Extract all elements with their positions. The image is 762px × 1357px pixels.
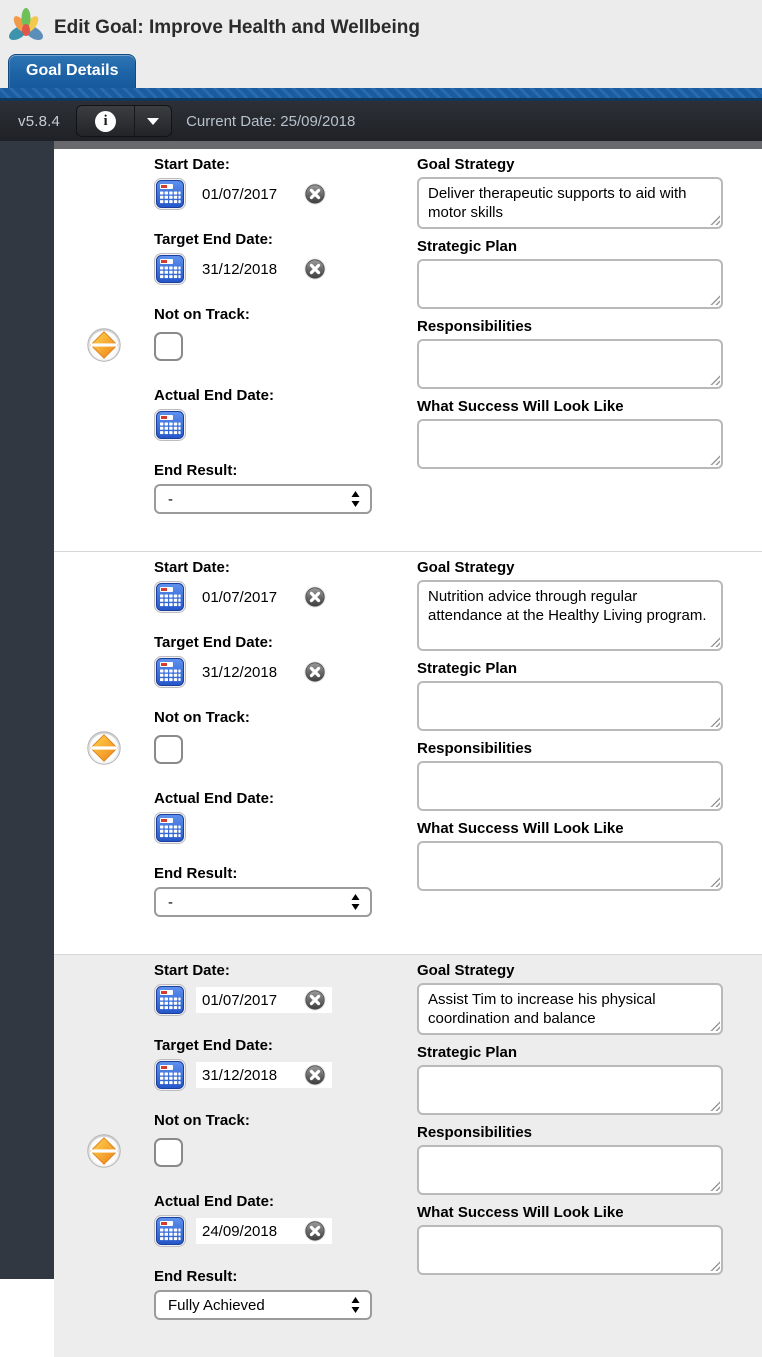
target-end-date-calendar-icon[interactable] bbox=[154, 656, 186, 688]
start-date-field bbox=[196, 584, 332, 610]
start-date-value[interactable]: 01/07/2017 bbox=[202, 588, 278, 606]
version-label: v5.8.4 bbox=[18, 112, 61, 130]
tab-label: Goal Details bbox=[26, 62, 119, 79]
target-end-date-field bbox=[196, 1062, 332, 1088]
panel-top-edge bbox=[54, 141, 762, 149]
responsibilities-textarea[interactable] bbox=[417, 761, 723, 811]
status-toolbar bbox=[0, 101, 762, 141]
success-textarea[interactable] bbox=[417, 1225, 723, 1275]
target-end-date-label: Target End Date: bbox=[154, 1037, 273, 1054]
blue-stripe-bar bbox=[0, 88, 762, 101]
info-button-group bbox=[76, 105, 172, 137]
actual-end-date-value[interactable]: 24/09/2018 bbox=[202, 1222, 278, 1240]
tab-goal-details[interactable] bbox=[8, 54, 136, 88]
goal-strategy-label: Goal Strategy bbox=[417, 559, 515, 576]
start-date-label: Start Date: bbox=[154, 962, 230, 979]
info-button[interactable] bbox=[77, 106, 135, 136]
responsibilities-label: Responsibilities bbox=[417, 1124, 533, 1141]
end-result-select[interactable] bbox=[154, 887, 372, 917]
goal-details-panel bbox=[54, 141, 762, 1314]
success-label: What Success Will Look Like bbox=[417, 1204, 624, 1221]
target-end-date-calendar-icon[interactable] bbox=[154, 1059, 186, 1091]
start-date-field bbox=[196, 181, 332, 207]
actual-end-date-label: Actual End Date: bbox=[154, 790, 275, 807]
strategic-plan-label: Strategic Plan bbox=[417, 238, 518, 255]
actual-end-date-label: Actual End Date: bbox=[154, 1193, 275, 1210]
strategic-plan-textarea[interactable] bbox=[417, 1065, 723, 1115]
end-result-select[interactable] bbox=[154, 1290, 372, 1320]
responsibilities-label: Responsibilities bbox=[417, 740, 533, 757]
start-date-calendar-icon[interactable] bbox=[154, 984, 186, 1016]
chevron-down-icon bbox=[147, 118, 159, 125]
end-result-value: - bbox=[168, 893, 173, 911]
strategic-plan-label: Strategic Plan bbox=[417, 660, 518, 677]
left-rail bbox=[0, 141, 54, 1279]
not-on-track-label: Not on Track: bbox=[154, 306, 250, 323]
not-on-track-checkbox[interactable] bbox=[154, 735, 183, 764]
end-result-value: Fully Achieved bbox=[168, 1296, 265, 1314]
goal-section bbox=[54, 954, 762, 1357]
goal-strategy-textarea[interactable] bbox=[417, 580, 723, 651]
end-result-select[interactable] bbox=[154, 484, 372, 514]
start-date-calendar-icon[interactable] bbox=[154, 178, 186, 210]
clear-start-date-icon[interactable] bbox=[304, 586, 326, 608]
goal-strategy-label: Goal Strategy bbox=[417, 962, 515, 979]
actual-end-date-label: Actual End Date: bbox=[154, 387, 275, 404]
select-stepper-icon bbox=[350, 490, 361, 508]
strategic-plan-textarea[interactable] bbox=[417, 259, 723, 309]
start-date-field bbox=[196, 987, 332, 1013]
end-result-label: End Result: bbox=[154, 1268, 238, 1285]
target-end-date-value[interactable]: 31/12/2018 bbox=[202, 1066, 278, 1084]
goal-section bbox=[54, 149, 762, 551]
reorder-handle-icon[interactable] bbox=[87, 328, 121, 362]
page-title: Edit Goal: Improve Health and Wellbeing bbox=[54, 17, 420, 38]
start-date-label: Start Date: bbox=[154, 156, 230, 173]
clear-target-end-date-icon[interactable] bbox=[304, 258, 326, 280]
strategic-plan-textarea[interactable] bbox=[417, 681, 723, 731]
not-on-track-checkbox[interactable] bbox=[154, 1138, 183, 1167]
actual-end-date-field bbox=[196, 1218, 332, 1244]
end-result-label: End Result: bbox=[154, 865, 238, 882]
actual-end-date-calendar-icon[interactable] bbox=[154, 1215, 186, 1247]
responsibilities-textarea[interactable] bbox=[417, 1145, 723, 1195]
clear-start-date-icon[interactable] bbox=[304, 183, 326, 205]
target-end-date-calendar-icon[interactable] bbox=[154, 253, 186, 285]
end-result-label: End Result: bbox=[154, 462, 238, 479]
tab-bar bbox=[0, 56, 762, 88]
current-date-label: Current Date: 25/09/2018 bbox=[186, 112, 356, 130]
responsibilities-textarea[interactable] bbox=[417, 339, 723, 389]
select-stepper-icon bbox=[350, 1296, 361, 1314]
goal-strategy-label: Goal Strategy bbox=[417, 156, 515, 173]
target-end-date-label: Target End Date: bbox=[154, 634, 273, 651]
clear-start-date-icon[interactable] bbox=[304, 989, 326, 1011]
lotus-logo-icon bbox=[8, 6, 44, 44]
start-date-label: Start Date: bbox=[154, 559, 230, 576]
end-result-value: - bbox=[168, 490, 173, 508]
target-end-date-value[interactable]: 31/12/2018 bbox=[202, 663, 278, 681]
start-date-value[interactable]: 01/07/2017 bbox=[202, 185, 278, 203]
target-end-date-field bbox=[196, 659, 332, 685]
strategic-plan-label: Strategic Plan bbox=[417, 1044, 518, 1061]
reorder-handle-icon[interactable] bbox=[87, 1134, 121, 1168]
app-header bbox=[0, 0, 762, 56]
toolbar-dropdown-button[interactable] bbox=[135, 106, 171, 136]
reorder-handle-icon[interactable] bbox=[87, 731, 121, 765]
actual-end-date-calendar-icon[interactable] bbox=[154, 812, 186, 844]
success-textarea[interactable] bbox=[417, 419, 723, 469]
start-date-calendar-icon[interactable] bbox=[154, 581, 186, 613]
clear-actual-end-date-icon[interactable] bbox=[304, 1220, 326, 1242]
clear-target-end-date-icon[interactable] bbox=[304, 661, 326, 683]
select-stepper-icon bbox=[350, 893, 361, 911]
target-end-date-label: Target End Date: bbox=[154, 231, 273, 248]
success-label: What Success Will Look Like bbox=[417, 398, 624, 415]
not-on-track-label: Not on Track: bbox=[154, 1112, 250, 1129]
goal-section bbox=[54, 551, 762, 954]
goal-strategy-textarea[interactable] bbox=[417, 983, 723, 1035]
success-textarea[interactable] bbox=[417, 841, 723, 891]
goal-strategy-textarea[interactable] bbox=[417, 177, 723, 229]
not-on-track-checkbox[interactable] bbox=[154, 332, 183, 361]
target-end-date-field bbox=[196, 256, 332, 282]
responsibilities-label: Responsibilities bbox=[417, 318, 533, 335]
success-label: What Success Will Look Like bbox=[417, 820, 624, 837]
actual-end-date-calendar-icon[interactable] bbox=[154, 409, 186, 441]
start-date-value[interactable]: 01/07/2017 bbox=[202, 991, 278, 1009]
clear-target-end-date-icon[interactable] bbox=[304, 1064, 326, 1086]
info-icon: i bbox=[95, 111, 116, 132]
target-end-date-value[interactable]: 31/12/2018 bbox=[202, 260, 278, 278]
not-on-track-label: Not on Track: bbox=[154, 709, 250, 726]
